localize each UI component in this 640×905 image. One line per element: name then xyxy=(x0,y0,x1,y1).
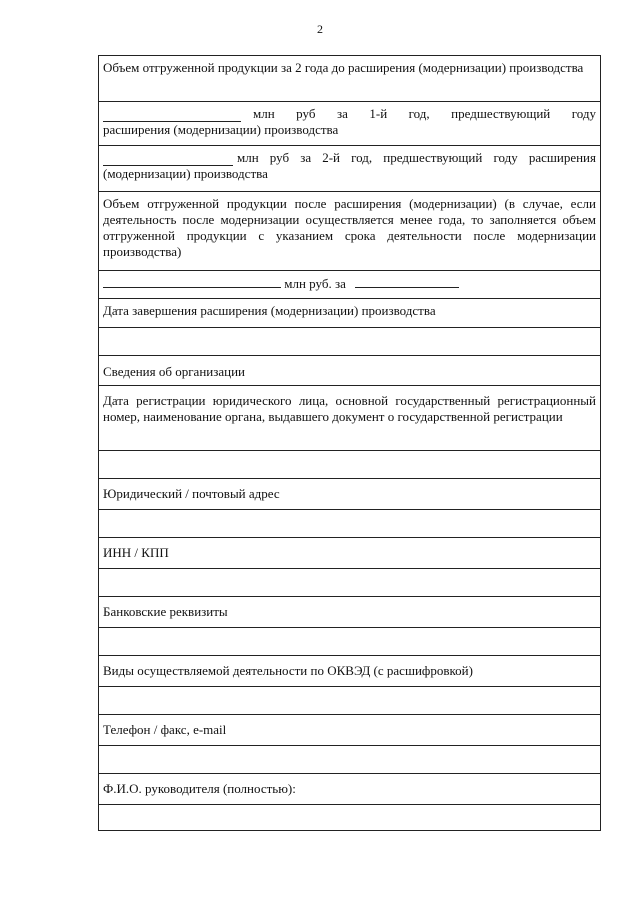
year1-text-a: млн руб за 1-й год, предшествующий году xyxy=(253,106,596,121)
completion-date-input[interactable] xyxy=(99,327,600,355)
registration-label: Дата регистрации юридического лица, основной государственный регистрационный номер, наименование органа, выдавшего документ о государственной регистрации xyxy=(103,393,596,424)
after-amount-row xyxy=(99,270,600,298)
bank-input[interactable] xyxy=(99,627,600,655)
shipped-after-row xyxy=(99,191,600,270)
year2-row xyxy=(99,145,600,191)
inn-kpp-label: ИНН / КПП xyxy=(103,545,169,560)
bank-row xyxy=(99,596,600,627)
year2-text-b: (модернизации) производства xyxy=(103,166,268,181)
phone-row xyxy=(99,714,600,745)
shipped-before-title: Объем отгруженной продукции за 2 года до расширения (модернизации) производства xyxy=(103,60,584,75)
completion-date-row xyxy=(99,298,600,327)
year1-amount-field[interactable] xyxy=(103,109,241,122)
inn-kpp-row xyxy=(99,537,600,568)
org-info-row xyxy=(99,355,600,385)
okved-label: Виды осуществляемой деятельности по ОКВЭД (с расшифровкой) xyxy=(103,663,473,678)
completion-date-label: Дата завершения расширения (модернизации) производства xyxy=(103,303,436,318)
after-amount-text: млн руб. за xyxy=(284,276,346,291)
year1-row xyxy=(99,101,600,145)
address-row xyxy=(99,478,600,509)
registration-row xyxy=(99,385,600,450)
year1-text-b: расширения (модернизации) производства xyxy=(103,122,339,137)
registration-input[interactable] xyxy=(99,450,600,478)
phone-input[interactable] xyxy=(99,745,600,773)
address-input[interactable] xyxy=(99,509,600,537)
director-row xyxy=(99,773,600,804)
year2-amount-field[interactable] xyxy=(103,153,233,166)
year2-text-a: млн руб за 2-й год, предшествующий году расширения xyxy=(237,150,596,165)
org-info-label: Сведения об организации xyxy=(103,364,246,379)
after-period-field[interactable] xyxy=(355,275,459,288)
phone-label: Телефон / факс, e-mail xyxy=(103,722,227,737)
bank-label: Банковские реквизиты xyxy=(103,604,228,619)
inn-kpp-input[interactable] xyxy=(99,568,600,596)
application-form-table xyxy=(98,55,601,831)
after-amount-field[interactable] xyxy=(103,275,281,288)
shipped-before-row xyxy=(99,56,600,101)
okved-row xyxy=(99,655,600,686)
okved-input[interactable] xyxy=(99,686,600,714)
shipped-after-title: Объем отгруженной продукции после расширения (модернизации) (в случае, если деятельность после модернизации осуществляется менее года, то заполняется объем отгруженной продукции с указанием срока деятельности после модернизации производства) xyxy=(103,196,596,259)
page-number: 2 xyxy=(317,22,323,36)
address-label: Юридический / почтовый адрес xyxy=(103,486,280,501)
director-label: Ф.И.О. руководителя (полностью): xyxy=(103,781,296,796)
director-input[interactable] xyxy=(99,804,600,830)
